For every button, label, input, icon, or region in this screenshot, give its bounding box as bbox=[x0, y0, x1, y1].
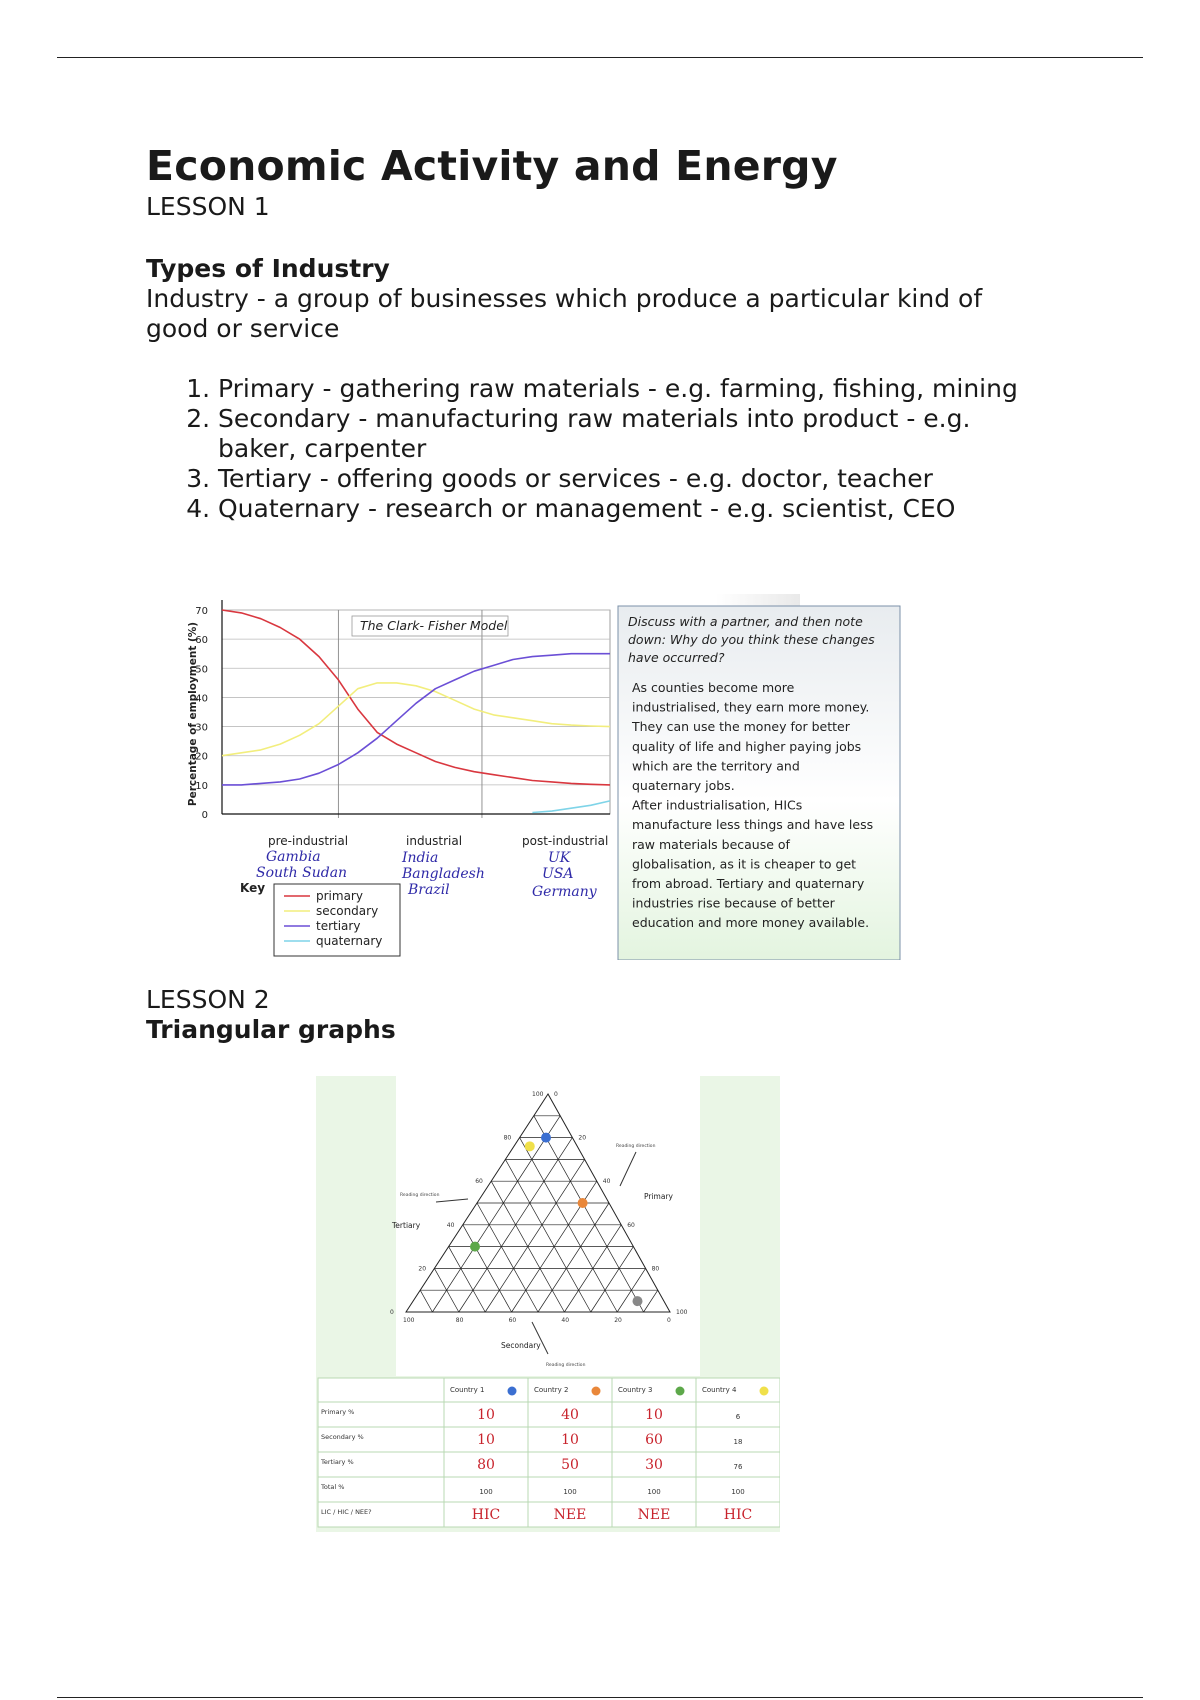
table-row-label: Total % bbox=[321, 1483, 345, 1491]
axis-label-secondary: Secondary bbox=[501, 1341, 541, 1350]
list-item-primary: 1. Primary - gathering raw materials - e.g. farming, fishing, mining bbox=[218, 374, 1046, 404]
lesson-2-label: LESSON 2 bbox=[146, 985, 270, 1014]
tick-right: 0 bbox=[554, 1091, 558, 1098]
reading-direction-left: Reading direction bbox=[400, 1193, 440, 1198]
clark-fisher-chart bbox=[180, 594, 908, 960]
y-tick-label: 50 bbox=[195, 664, 208, 676]
note-body-line: industries rise because of better bbox=[632, 895, 835, 911]
table-cell: 80 bbox=[477, 1457, 495, 1473]
note-title-line-2: down: Why do you think these changes bbox=[628, 632, 875, 647]
triangle-point bbox=[541, 1133, 551, 1143]
note-body-line: As counties become more bbox=[632, 680, 795, 695]
table-header: Country 2 bbox=[534, 1386, 569, 1394]
list-item-quaternary: 4. Quaternary - research or management - e.g. scientist, CEO bbox=[218, 494, 1046, 524]
tick-bottom: 0 bbox=[667, 1317, 671, 1324]
triangle-point bbox=[633, 1296, 643, 1306]
table-cell: NEE bbox=[553, 1507, 587, 1523]
table-cell: 76 bbox=[733, 1463, 743, 1471]
table-cell: 10 bbox=[477, 1432, 495, 1448]
table-header: Country 4 bbox=[702, 1386, 737, 1394]
table-cell: NEE bbox=[637, 1507, 671, 1523]
y-tick-label: 40 bbox=[195, 693, 208, 705]
types-of-industry-heading: Types of Industry bbox=[146, 254, 390, 283]
example-usa: USA bbox=[542, 866, 574, 882]
example-bangladesh: Bangladesh bbox=[402, 866, 485, 882]
note-body-line: quaternary jobs. bbox=[632, 778, 735, 793]
y-tick-label: 60 bbox=[195, 635, 208, 647]
table-cell: 100 bbox=[479, 1488, 493, 1496]
y-tick-label: 20 bbox=[195, 751, 208, 763]
table-cell: 100 bbox=[647, 1488, 661, 1496]
y-axis-label: Percentage of employment (%) bbox=[187, 621, 199, 807]
table-cell: 10 bbox=[645, 1407, 663, 1423]
top-rule bbox=[57, 57, 1143, 58]
lesson-2-section bbox=[146, 985, 1046, 1045]
legend-label-tertiary: tertiary bbox=[316, 919, 361, 933]
note-body-line: raw materials because of bbox=[632, 836, 790, 852]
tick-right: 80 bbox=[651, 1265, 660, 1273]
table-cell: 10 bbox=[477, 1407, 495, 1423]
stage-label-pre: pre-industrial bbox=[268, 834, 349, 848]
example-india: India bbox=[402, 850, 439, 866]
note-body-line: After industrialisation, HICs bbox=[632, 797, 803, 813]
note-body-line: manufacture less things and have less bbox=[632, 817, 874, 833]
tick-bottom: 60 bbox=[508, 1317, 517, 1324]
tick-right: 40 bbox=[602, 1178, 611, 1186]
tick-left: 0 bbox=[390, 1309, 394, 1316]
triangle-point bbox=[578, 1198, 588, 1208]
tick-left: 40 bbox=[446, 1221, 455, 1229]
industry-list bbox=[146, 374, 1046, 524]
example-gambia: Gambia bbox=[266, 849, 321, 865]
legend-label-primary: primary bbox=[316, 889, 363, 903]
triangular-graph-figure bbox=[316, 1076, 780, 1532]
y-tick-label: 0 bbox=[201, 810, 208, 821]
table-row-label: LIC / HIC / NEE? bbox=[321, 1508, 372, 1516]
note-body-line: They can use the money for better bbox=[632, 719, 850, 735]
note-body-line: industrialised, they earn more money. bbox=[632, 699, 870, 715]
table-header: Country 1 bbox=[450, 1386, 485, 1394]
legend-label-quaternary: quaternary bbox=[316, 934, 383, 948]
tick-bottom: 20 bbox=[614, 1317, 622, 1324]
key-label: Key bbox=[240, 881, 266, 895]
table-cell: HIC bbox=[471, 1507, 501, 1523]
y-tick-label: 10 bbox=[195, 780, 208, 792]
tick-bottom: 40 bbox=[561, 1317, 570, 1324]
table-row-label: Tertiary % bbox=[321, 1458, 354, 1466]
triangle-point bbox=[470, 1242, 480, 1252]
table-cell: 100 bbox=[731, 1488, 745, 1496]
clark-fisher-figure bbox=[180, 594, 908, 960]
tick-right: 60 bbox=[627, 1221, 635, 1229]
note-body-line: education and more money available. bbox=[632, 915, 870, 931]
triangular-graph bbox=[316, 1076, 780, 1532]
tick-left: 20 bbox=[418, 1265, 427, 1273]
note-title-line-3: have occurred? bbox=[628, 650, 725, 665]
tick-right: 100 bbox=[676, 1309, 688, 1316]
tick-right: 20 bbox=[578, 1134, 587, 1142]
example-uk: UK bbox=[548, 850, 571, 866]
stage-label-industrial: industrial bbox=[406, 834, 463, 848]
table-cell: 6 bbox=[735, 1413, 741, 1421]
industry-definition: Industry - a group of businesses which produce a particular kind of good or service bbox=[146, 284, 983, 343]
note-body-line: from abroad. Tertiary and quaternary bbox=[632, 876, 865, 891]
table-cell: 10 bbox=[561, 1432, 579, 1448]
table-header-dot bbox=[676, 1387, 685, 1396]
table-cell: 60 bbox=[645, 1432, 663, 1448]
table-cell: 40 bbox=[561, 1407, 579, 1423]
table-cell: 30 bbox=[645, 1457, 663, 1473]
note-body-line: quality of life and higher paying jobs bbox=[632, 738, 862, 754]
example-germany: Germany bbox=[532, 884, 597, 900]
document-body bbox=[146, 140, 1046, 524]
stage-label-post: post-industrial bbox=[522, 834, 609, 848]
note-body-line: which are the territory and bbox=[632, 758, 800, 774]
tick-left: 80 bbox=[503, 1134, 512, 1142]
table-header-dot bbox=[760, 1387, 769, 1396]
list-item-secondary: 2. Secondary - manufacturing raw materials into product - e.g. baker, carpenter bbox=[218, 404, 1046, 464]
bottom-rule bbox=[57, 1697, 1143, 1698]
triangular-graphs-heading: Triangular graphs bbox=[146, 1015, 396, 1044]
y-tick-label: 70 bbox=[195, 606, 208, 617]
table-cell: 100 bbox=[563, 1488, 577, 1496]
tick-left: 60 bbox=[475, 1178, 483, 1186]
table-cell: 18 bbox=[733, 1438, 743, 1446]
page-title: Economic Activity and Energy bbox=[146, 142, 838, 190]
table-cell: 50 bbox=[561, 1457, 579, 1473]
tick-bottom: 100 bbox=[403, 1317, 415, 1324]
reading-direction-bottom: Reading direction bbox=[546, 1363, 586, 1368]
note-body-line: globalisation, as it is cheaper to get bbox=[632, 856, 857, 872]
example-brazil: Brazil bbox=[408, 882, 450, 898]
legend-label-secondary: secondary bbox=[316, 904, 379, 918]
tick-bottom: 80 bbox=[455, 1317, 464, 1324]
table-row-label: Primary % bbox=[321, 1408, 355, 1416]
table-cell: HIC bbox=[723, 1507, 753, 1523]
table-row-label: Secondary % bbox=[321, 1433, 364, 1441]
note-title-line-1: Discuss with a partner, and then note bbox=[628, 614, 863, 629]
reading-direction-right: Reading direction bbox=[616, 1144, 656, 1149]
triangle-point bbox=[525, 1141, 535, 1151]
lesson-1-label: LESSON 1 bbox=[146, 192, 270, 221]
axis-label-tertiary: Tertiary bbox=[392, 1221, 421, 1230]
list-item-tertiary: 3. Tertiary - offering goods or services - e.g. doctor, teacher bbox=[218, 464, 1046, 494]
example-south-sudan: South Sudan bbox=[256, 865, 348, 881]
axis-label-primary: Primary bbox=[644, 1192, 673, 1201]
table-header-dot bbox=[508, 1387, 517, 1396]
tick-left: 100 bbox=[532, 1091, 544, 1098]
y-tick-label: 30 bbox=[195, 722, 208, 734]
table-header-dot bbox=[592, 1387, 601, 1396]
chart-title: The Clark- Fisher Model bbox=[360, 618, 508, 633]
table-header: Country 3 bbox=[618, 1386, 653, 1394]
